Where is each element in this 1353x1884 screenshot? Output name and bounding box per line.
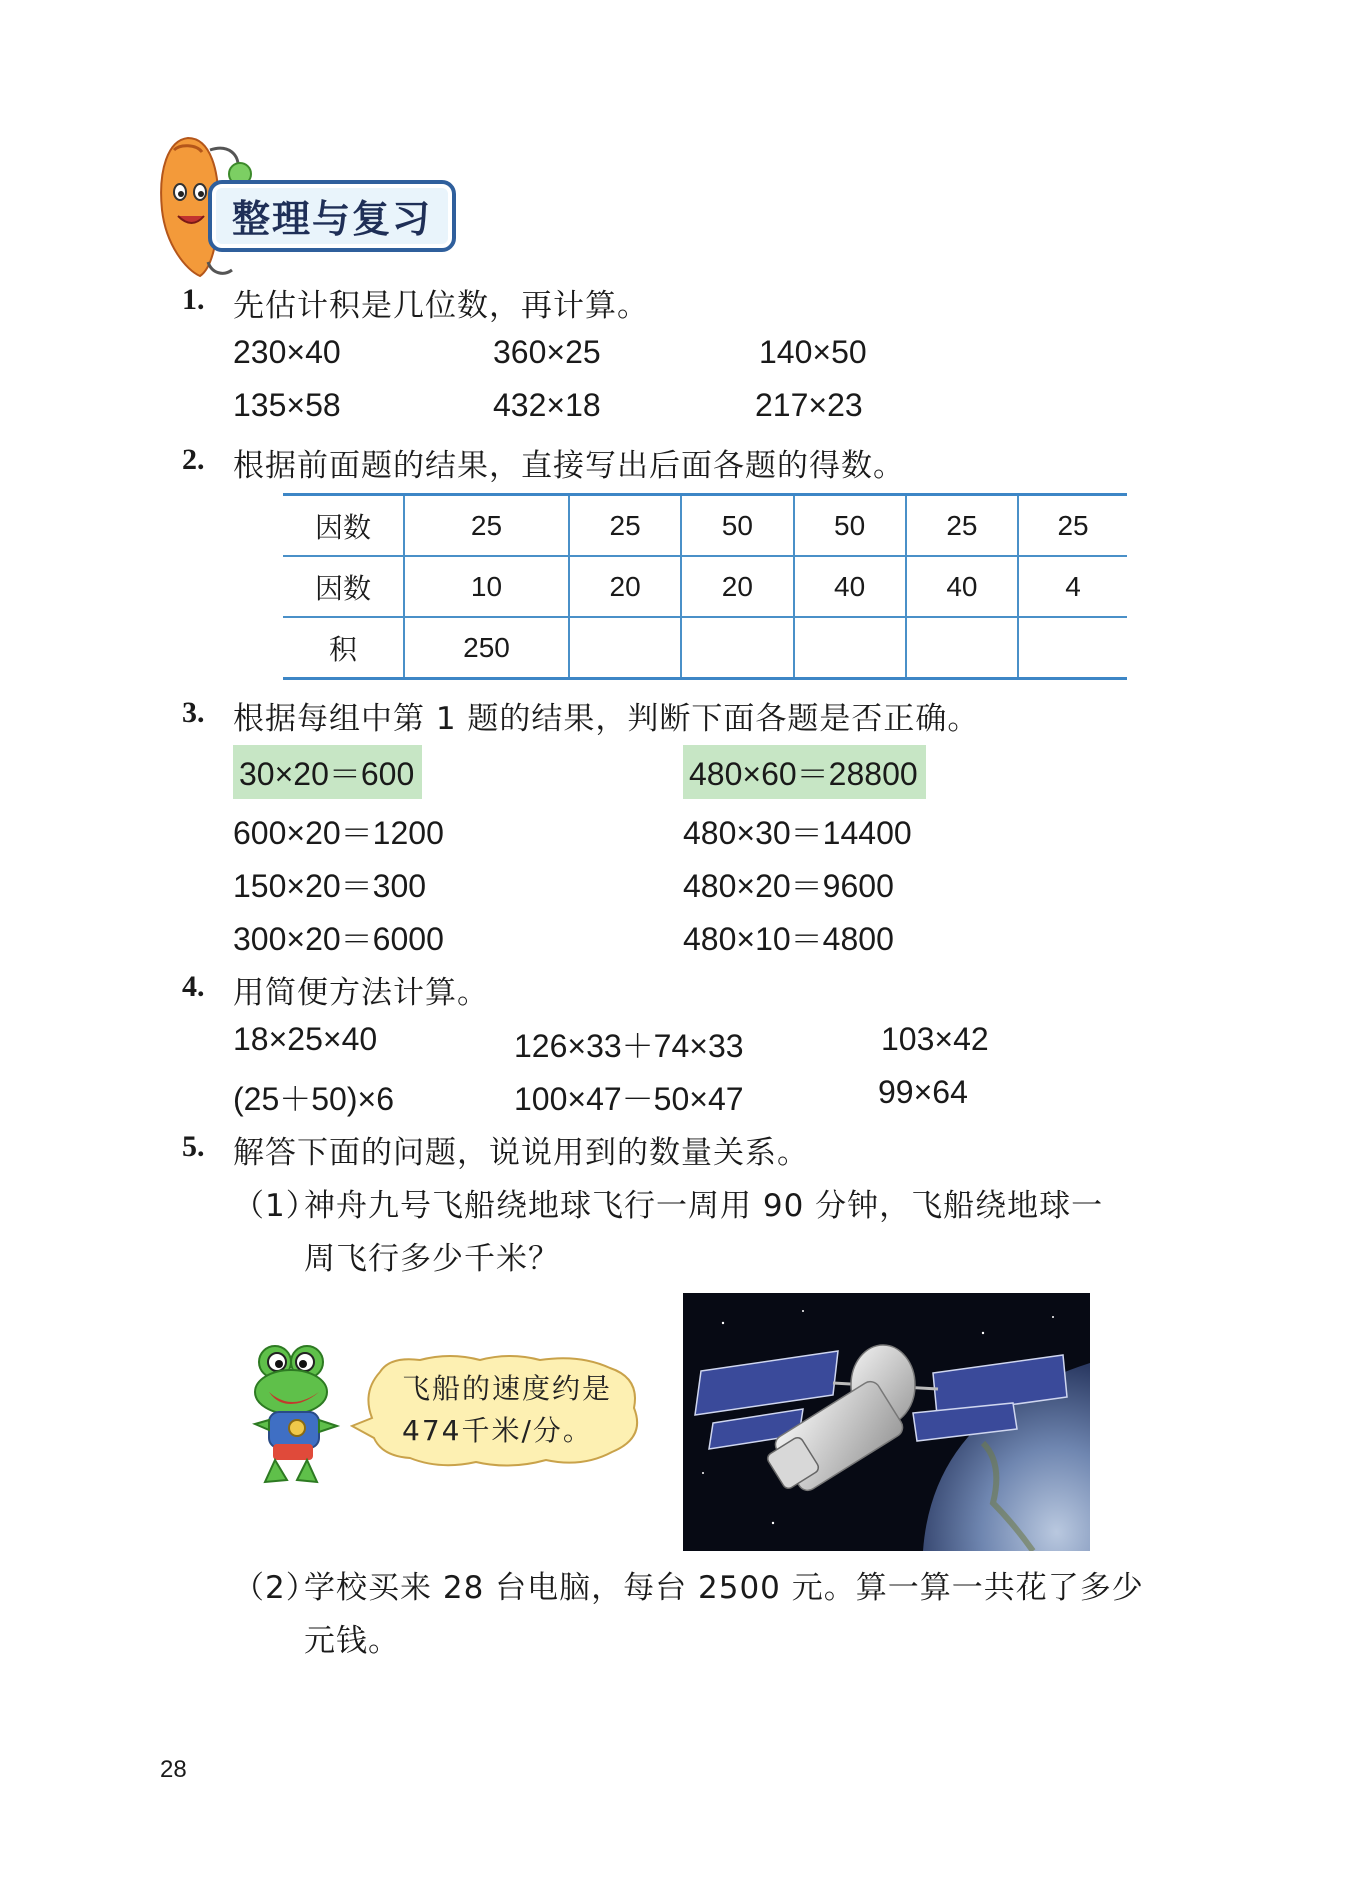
spacecraft-photo <box>683 1293 1090 1551</box>
factor-product-table <box>283 493 1127 680</box>
table-row <box>283 495 1127 557</box>
table-cell: 25 <box>906 495 1018 557</box>
table-cell: 20 <box>681 556 793 617</box>
table-cell: 50 <box>681 495 793 557</box>
q3-expr: 480×20＝9600 <box>683 868 894 904</box>
answer-cell[interactable] <box>1018 617 1127 679</box>
q1-expr: 432×18 <box>493 387 601 423</box>
answer-cell[interactable] <box>681 617 793 679</box>
q3-base-expr: 30×20＝600 <box>233 745 422 799</box>
q4-number: 4. <box>182 970 205 1003</box>
table-row-label: 积 <box>283 617 404 679</box>
q3-base-expr: 480×60＝28800 <box>683 745 926 799</box>
q5-part2-label: （2） <box>233 1570 318 1606</box>
q1-expr: 360×25 <box>493 334 601 370</box>
table-cell: 40 <box>794 556 906 617</box>
q1-expr: 230×40 <box>233 334 341 370</box>
q4-expr: 99×64 <box>878 1074 968 1110</box>
table-cell: 20 <box>569 556 681 617</box>
q4-expr: 126×33＋74×33 <box>514 1028 744 1064</box>
table-row-label: 因数 <box>283 556 404 617</box>
q4-expr: 103×42 <box>881 1021 989 1057</box>
table-cell: 25 <box>1018 495 1127 557</box>
table-cell: 25 <box>404 495 569 557</box>
q3-expr: 480×30＝14400 <box>683 815 912 851</box>
table-cell: 10 <box>404 556 569 617</box>
q3-expr: 300×20＝6000 <box>233 921 444 957</box>
q2-text: 根据前面题的结果，直接写出后面各题的得数。 <box>233 448 905 484</box>
table-row-label: 因数 <box>283 495 404 557</box>
q4-expr: (25＋50)×6 <box>233 1081 394 1117</box>
q1-expr: 217×23 <box>755 387 863 423</box>
table-cell: 40 <box>906 556 1018 617</box>
q5-part1-line1: 神舟九号飞船绕地球飞行一周用 90 分钟，飞船绕地球一 <box>304 1188 1104 1224</box>
bubble-line1: 飞船的速度约是 <box>402 1372 613 1405</box>
page-number: 28 <box>160 1756 187 1783</box>
table-row <box>283 556 1127 617</box>
q3-text: 根据每组中第 1 题的结果，判断下面各题是否正确。 <box>233 701 980 737</box>
q5-number: 5. <box>182 1130 205 1163</box>
q3-expr: 600×20＝1200 <box>233 815 444 851</box>
q5-part1-line2: 周飞行多少千米？ <box>304 1241 560 1277</box>
table-cell: 50 <box>794 495 906 557</box>
bubble-line2: 474千米/分。 <box>402 1414 593 1447</box>
q3-number: 3. <box>182 696 205 729</box>
q1-text: 先估计积是几位数，再计算。 <box>233 288 649 324</box>
table-cell: 4 <box>1018 556 1127 617</box>
answer-cell[interactable] <box>906 617 1018 679</box>
q3-expr: 150×20＝300 <box>233 868 427 904</box>
section-title: 整理与复习 <box>232 197 433 241</box>
q3-expr: 480×10＝4800 <box>683 921 894 957</box>
q2-number: 2. <box>182 443 205 476</box>
q4-expr: 100×47－50×47 <box>514 1081 744 1117</box>
q4-expr: 18×25×40 <box>233 1021 378 1057</box>
table-row <box>283 617 1127 679</box>
q1-number: 1. <box>182 283 205 316</box>
q5-part1-label: （1） <box>233 1188 318 1224</box>
q1-expr: 135×58 <box>233 387 341 423</box>
q1-expr: 140×50 <box>759 334 867 370</box>
q5-part2-line1: 学校买来 28 台电脑，每台 2500 元。算一算一共花了多少 <box>304 1570 1144 1606</box>
frog-mascot-icon <box>245 1340 350 1490</box>
answer-cell[interactable] <box>794 617 906 679</box>
answer-cell[interactable] <box>569 617 681 679</box>
q4-text: 用简便方法计算。 <box>233 975 489 1011</box>
table-cell: 250 <box>404 617 569 679</box>
q5-part2-line2: 元钱。 <box>304 1623 400 1659</box>
table-cell: 25 <box>569 495 681 557</box>
q5-text: 解答下面的问题，说说用到的数量关系。 <box>233 1135 809 1171</box>
